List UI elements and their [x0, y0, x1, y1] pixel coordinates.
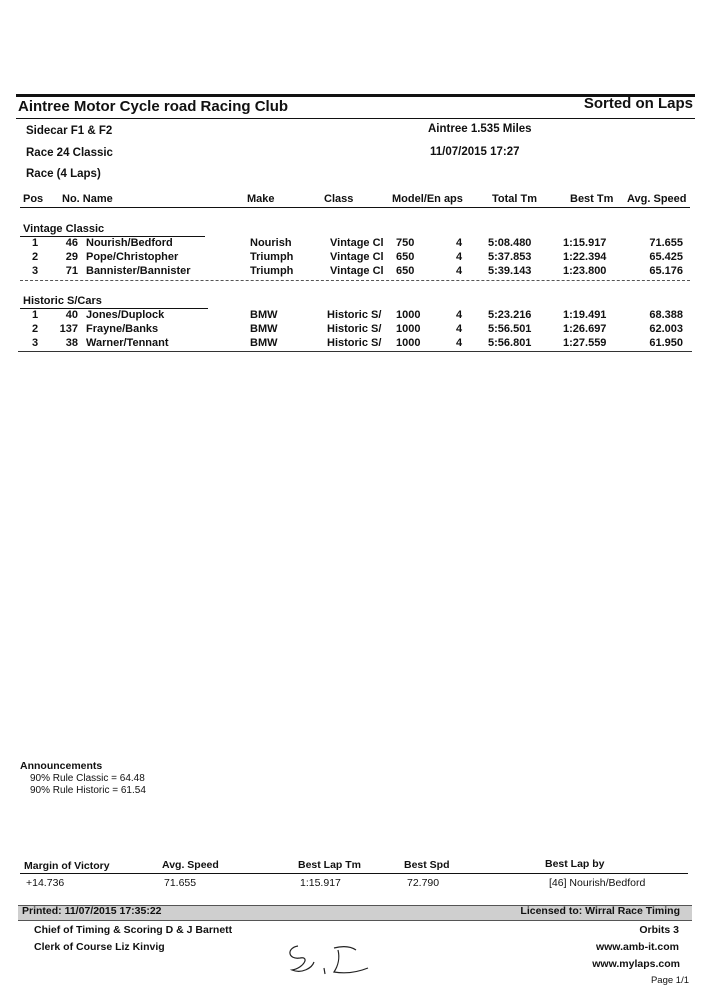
row-laps: 4	[456, 237, 463, 249]
row-model: 1000	[396, 309, 421, 321]
row-laps: 4	[456, 251, 463, 263]
summary-bestspd-value: 72.790	[407, 877, 440, 889]
chief-of-timing: Chief of Timing & Scoring D & J Barnett	[34, 924, 233, 936]
row-class: Historic S/	[327, 309, 382, 321]
announcement-line: 90% Rule Classic = 64.48	[30, 773, 145, 784]
clerk-of-course: Clerk of Course Liz Kinvig	[34, 941, 165, 953]
row-no: 137	[59, 323, 78, 335]
row-pos: 1	[32, 237, 39, 249]
header-rule	[20, 207, 690, 208]
row-model: 650	[396, 251, 415, 263]
row-best: 1:26.697	[563, 323, 607, 335]
row-total: 5:56.501	[488, 323, 532, 335]
col-model-laps: Model/En aps	[392, 193, 463, 205]
row-name: Nourish/Bedford	[86, 237, 173, 249]
row-avg: 65.425	[649, 251, 683, 263]
row-total: 5:37.853	[488, 251, 532, 263]
summary-avg-value: 71.655	[164, 877, 197, 889]
row-pos: 2	[32, 251, 39, 263]
summary-bestby-value: [46] Nourish/Bedford	[549, 877, 646, 889]
row-no: 46	[65, 237, 78, 249]
row-name: Frayne/Banks	[86, 323, 159, 335]
url-amb: www.amb-it.com	[595, 941, 679, 953]
row-pos: 2	[32, 323, 39, 335]
row-avg: 62.003	[649, 323, 683, 335]
row-model: 1000	[396, 337, 421, 349]
row-make: Triumph	[250, 251, 294, 263]
summary-bestby-label: Best Lap by	[545, 858, 605, 870]
circuit-label: Aintree 1.535 Miles	[428, 123, 532, 135]
summary-bestspd-label: Best Spd	[404, 859, 450, 871]
col-pos: Pos	[23, 193, 44, 205]
row-name: Jones/Duplock	[86, 309, 165, 321]
printed-label: Printed: 11/07/2015 17:35:22	[22, 905, 162, 917]
row-avg: 68.388	[649, 309, 683, 321]
race-datetime: 11/07/2015 17:27	[430, 146, 520, 158]
row-name: Bannister/Bannister	[86, 265, 191, 277]
row-best: 1:23.800	[563, 265, 607, 277]
row-make: BMW	[250, 309, 278, 321]
summary-margin-value: +14.736	[26, 877, 65, 889]
col-make: Make	[247, 193, 275, 205]
page-number: Page 1/1	[650, 975, 689, 986]
row-laps: 4	[456, 323, 463, 335]
row-model: 750	[396, 237, 415, 249]
row-model: 1000	[396, 323, 421, 335]
row-laps: 4	[456, 337, 463, 349]
row-pos: 3	[32, 265, 39, 277]
row-name: Warner/Tennant	[86, 337, 169, 349]
row-pos: 3	[32, 337, 39, 349]
signature-icon	[282, 938, 382, 982]
group-title: Historic S/Cars	[23, 295, 102, 307]
row-class: Historic S/	[327, 337, 382, 349]
col-total: Total Tm	[492, 193, 538, 205]
row-no: 29	[65, 251, 78, 263]
announcement-line: 90% Rule Historic = 61.54	[30, 785, 146, 796]
row-make: Triumph	[250, 265, 294, 277]
race-name: Race 24 Classic	[26, 147, 113, 159]
row-best: 1:15.917	[563, 237, 607, 249]
licensed-label: Licensed to: Wirral Race Timing	[520, 905, 680, 917]
class-label: Sidecar F1 & F2	[26, 125, 113, 137]
row-laps: 4	[456, 265, 463, 277]
page-title: Aintree Motor Cycle road Racing Club	[18, 98, 289, 115]
col-best: Best Tm	[570, 193, 614, 205]
row-make: Nourish	[250, 237, 292, 249]
orbits-label: Orbits 3	[639, 924, 679, 936]
group-title: Vintage Classic	[23, 223, 105, 235]
col-avg: Avg. Speed	[627, 193, 687, 205]
row-make: BMW	[250, 323, 278, 335]
race-laps: Race (4 Laps)	[26, 168, 101, 180]
row-best: 1:27.559	[563, 337, 607, 349]
table-end-rule	[18, 351, 692, 352]
row-model: 650	[396, 265, 415, 277]
summary-avg-label: Avg. Speed	[162, 859, 219, 871]
row-total: 5:08.480	[488, 237, 532, 249]
summary-rule	[20, 873, 688, 874]
summary-bestlap-value: 1:15.917	[300, 877, 341, 889]
row-avg: 65.176	[649, 265, 683, 277]
row-total: 5:56.801	[488, 337, 532, 349]
row-make: BMW	[250, 337, 278, 349]
summary-bestlap-label: Best Lap Tm	[298, 859, 362, 871]
url-mylaps: www.mylaps.com	[592, 958, 680, 970]
row-class: Vintage Cl	[330, 251, 384, 263]
row-pos: 1	[32, 309, 39, 321]
row-class: Vintage Cl	[330, 265, 384, 277]
summary-margin-label: Margin of Victory	[24, 860, 110, 872]
row-avg: 71.655	[649, 237, 683, 249]
col-no-name: No. Name	[62, 193, 113, 205]
row-avg: 61.950	[649, 337, 683, 349]
row-class: Historic S/	[327, 323, 382, 335]
row-class: Vintage Cl	[330, 237, 384, 249]
row-best: 1:22.394	[563, 251, 607, 263]
sort-label: Sorted on Laps	[583, 95, 693, 112]
row-name: Pope/Christopher	[86, 251, 179, 263]
row-no: 40	[65, 309, 78, 321]
row-no: 71	[65, 265, 78, 277]
row-laps: 4	[456, 309, 463, 321]
row-best: 1:19.491	[563, 309, 607, 321]
group-end-rule	[20, 280, 690, 281]
row-total: 5:39.143	[488, 265, 532, 277]
row-no: 38	[65, 337, 78, 349]
title-rule	[16, 118, 695, 119]
col-class: Class	[324, 193, 354, 205]
announcements-title: Announcements	[20, 760, 103, 772]
row-total: 5:23.216	[488, 309, 532, 321]
